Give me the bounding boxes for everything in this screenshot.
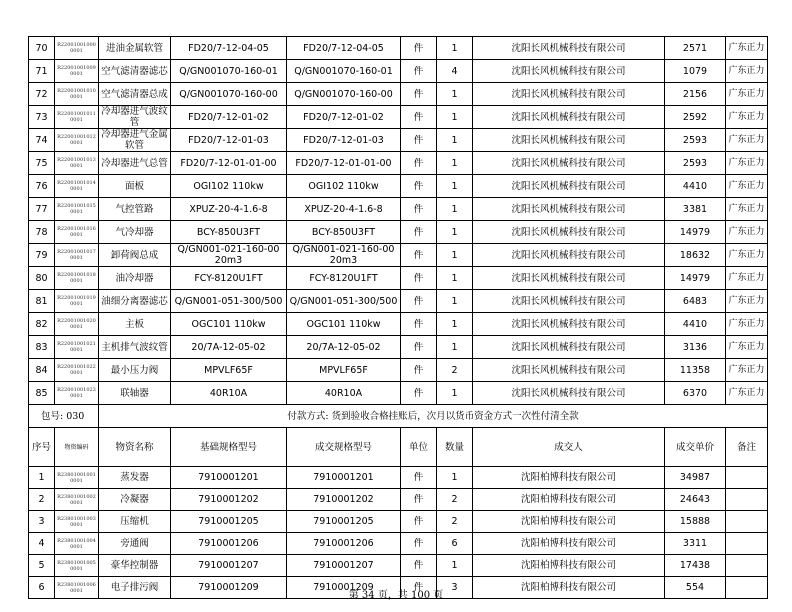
header-supplier: 成交人 xyxy=(473,428,665,467)
base-spec: 7910001206 xyxy=(171,533,287,555)
supplier: 沈阳长风机械科技有限公司 xyxy=(473,290,665,313)
deal-spec: 7910001202 xyxy=(287,489,401,511)
unit: 件 xyxy=(401,106,437,129)
quantity: 1 xyxy=(437,313,473,336)
material-code: R22001001009 0001 xyxy=(55,60,99,83)
deal-spec: 7910001205 xyxy=(287,511,401,533)
table-row[interactable] xyxy=(29,152,768,175)
payment-terms: 付款方式: 货到验收合格挂账后，次月以货币资金方式一次性付清全款 xyxy=(99,405,768,428)
table-row[interactable] xyxy=(29,221,768,244)
region-note: 广东正力 xyxy=(726,60,768,83)
header-unit: 单位 xyxy=(401,428,437,467)
supplier: 沈阳柏博科技有限公司 xyxy=(473,511,665,533)
material-code: R23801001003 0001 xyxy=(55,511,99,533)
table-row[interactable] xyxy=(29,467,768,489)
unit: 件 xyxy=(401,244,437,267)
region-note: 广东正力 xyxy=(726,221,768,244)
unit-price: 2593 xyxy=(665,152,726,175)
base-spec: MPVLF65F xyxy=(171,359,287,382)
quantity: 1 xyxy=(437,467,473,489)
row-number: 84 xyxy=(29,359,55,382)
note xyxy=(726,511,768,533)
region-note: 广东正力 xyxy=(726,382,768,405)
region-note: 广东正力 xyxy=(726,198,768,221)
material-name: 蒸发器 xyxy=(99,467,171,489)
unit-price: 2571 xyxy=(665,37,726,60)
quantity: 6 xyxy=(437,533,473,555)
material-name: 空气滤清器总成 xyxy=(99,83,171,106)
material-code: R22001001021 0001 xyxy=(55,336,99,359)
deal-spec: Q/GN001-051-300/500 xyxy=(287,290,401,313)
material-code: R22001001013 0001 xyxy=(55,152,99,175)
table-row[interactable] xyxy=(29,175,768,198)
material-name: 冷却器进气波纹管 xyxy=(99,106,171,129)
quantity: 1 xyxy=(437,336,473,359)
material-code: R22001001016 0001 xyxy=(55,221,99,244)
material-code: R22001001022 0001 xyxy=(55,359,99,382)
deal-spec: OGI102 110kw xyxy=(287,175,401,198)
unit-price: 6483 xyxy=(665,290,726,313)
unit: 件 xyxy=(401,290,437,313)
material-name: 进油金属软管 xyxy=(99,37,171,60)
material-code: R22001001010 0001 xyxy=(55,83,99,106)
unit-price: 24643 xyxy=(665,489,726,511)
table-row[interactable] xyxy=(29,129,768,152)
unit-price: 14979 xyxy=(665,267,726,290)
base-spec: Q/GN001-051-300/500 xyxy=(171,290,287,313)
base-spec: OGI102 110kw xyxy=(171,175,287,198)
deal-spec: 40R10A xyxy=(287,382,401,405)
deal-spec: MPVLF65F xyxy=(287,359,401,382)
row-number: 75 xyxy=(29,152,55,175)
material-code: R22001001000 0001 xyxy=(55,37,99,60)
unit: 件 xyxy=(401,313,437,336)
region-note: 广东正力 xyxy=(726,290,768,313)
quantity: 2 xyxy=(437,489,473,511)
material-name: 旁通阀 xyxy=(99,533,171,555)
row-number: 72 xyxy=(29,83,55,106)
base-spec: FD20/7-12-01-03 xyxy=(171,129,287,152)
header-quantity: 数量 xyxy=(437,428,473,467)
quantity: 4 xyxy=(437,60,473,83)
supplier: 沈阳柏博科技有限公司 xyxy=(473,577,665,599)
supplier: 沈阳长风机械科技有限公司 xyxy=(473,198,665,221)
material-code: R22001001023 0001 xyxy=(55,382,99,405)
unit-price: 2156 xyxy=(665,83,726,106)
quantity: 1 xyxy=(437,244,473,267)
row-number: 5 xyxy=(29,555,55,577)
base-spec: FD20/7-12-04-05 xyxy=(171,37,287,60)
base-spec: XPUZ-20-4-1.6-8 xyxy=(171,198,287,221)
quantity: 1 xyxy=(437,106,473,129)
material-code: R22001001015 0001 xyxy=(55,198,99,221)
table-row[interactable] xyxy=(29,198,768,221)
base-spec: 7910001209 xyxy=(171,577,287,599)
supplier: 沈阳长风机械科技有限公司 xyxy=(473,221,665,244)
deal-spec: XPUZ-20-4-1.6-8 xyxy=(287,198,401,221)
material-code: R23801001005 0001 xyxy=(55,555,99,577)
material-name: 主机排气波纹管 xyxy=(99,336,171,359)
unit-price: 554 xyxy=(665,577,726,599)
deal-spec: FCY-8120U1FT xyxy=(287,267,401,290)
quantity: 1 xyxy=(437,175,473,198)
supplier: 沈阳长风机械科技有限公司 xyxy=(473,37,665,60)
deal-spec: 7910001207 xyxy=(287,555,401,577)
material-name: 联轴器 xyxy=(99,382,171,405)
material-name: 油细分离器滤芯 xyxy=(99,290,171,313)
unit-price: 18632 xyxy=(665,244,726,267)
table-row[interactable] xyxy=(29,244,768,267)
supplier: 沈阳长风机械科技有限公司 xyxy=(473,336,665,359)
unit: 件 xyxy=(401,221,437,244)
quantity: 1 xyxy=(437,83,473,106)
base-spec: Q/GN001070-160-01 xyxy=(171,60,287,83)
material-name: 气控管路 xyxy=(99,198,171,221)
note xyxy=(726,555,768,577)
page-footer: 第 34 页，共 100 页 xyxy=(348,590,444,601)
region-note: 广东正力 xyxy=(726,106,768,129)
quantity: 3 xyxy=(437,577,473,599)
supplier: 沈阳长风机械科技有限公司 xyxy=(473,313,665,336)
material-name: 油冷却器 xyxy=(99,267,171,290)
table-row[interactable] xyxy=(29,511,768,533)
unit: 件 xyxy=(401,467,437,489)
row-number: 71 xyxy=(29,60,55,83)
unit-price: 2593 xyxy=(665,129,726,152)
deal-spec: FD20/7-12-04-05 xyxy=(287,37,401,60)
unit-price: 3136 xyxy=(665,336,726,359)
quantity: 1 xyxy=(437,555,473,577)
region-note: 广东正力 xyxy=(726,152,768,175)
package-section xyxy=(29,405,768,467)
supplier: 沈阳柏博科技有限公司 xyxy=(473,555,665,577)
table-row[interactable] xyxy=(29,267,768,290)
deal-spec: Q/GN001-021-160-00 20m3 xyxy=(287,244,401,267)
material-code: R23801001006 0001 xyxy=(55,577,99,599)
header-deal-spec: 成交规格型号 xyxy=(287,428,401,467)
header-price: 成交单价 xyxy=(665,428,726,467)
quantity: 1 xyxy=(437,290,473,313)
header-name: 物资名称 xyxy=(99,428,171,467)
base-spec: 7910001202 xyxy=(171,489,287,511)
unit: 件 xyxy=(401,511,437,533)
region-note: 广东正力 xyxy=(726,359,768,382)
quantity: 1 xyxy=(437,37,473,60)
unit-price: 17438 xyxy=(665,555,726,577)
region-note: 广东正力 xyxy=(726,336,768,359)
quantity: 1 xyxy=(437,382,473,405)
material-code: R22001001014 0001 xyxy=(55,175,99,198)
deal-spec: Q/GN001070-160-01 xyxy=(287,60,401,83)
deal-spec: Q/GN001070-160-00 xyxy=(287,83,401,106)
table-row[interactable] xyxy=(29,336,768,359)
row-number: 2 xyxy=(29,489,55,511)
material-code: R22001001011 0001 xyxy=(55,106,99,129)
material-code: R23801001004 0001 xyxy=(55,533,99,555)
unit: 件 xyxy=(401,60,437,83)
supplier: 沈阳柏博科技有限公司 xyxy=(473,467,665,489)
unit: 件 xyxy=(401,577,437,599)
row-number: 3 xyxy=(29,511,55,533)
column-header-row xyxy=(29,428,768,467)
material-name: 面板 xyxy=(99,175,171,198)
unit-price: 2592 xyxy=(665,106,726,129)
material-code: R22001001017 0001 xyxy=(55,244,99,267)
material-name: 卸荷阀总成 xyxy=(99,244,171,267)
material-name: 主板 xyxy=(99,313,171,336)
row-number: 6 xyxy=(29,577,55,599)
unit-price: 4410 xyxy=(665,175,726,198)
quantity: 1 xyxy=(437,152,473,175)
unit: 件 xyxy=(401,175,437,198)
material-name: 冷凝器 xyxy=(99,489,171,511)
row-number: 76 xyxy=(29,175,55,198)
unit-price: 1079 xyxy=(665,60,726,83)
deal-spec: FD20/7-12-01-02 xyxy=(287,106,401,129)
supplier: 沈阳长风机械科技有限公司 xyxy=(473,382,665,405)
row-number: 85 xyxy=(29,382,55,405)
unit: 件 xyxy=(401,555,437,577)
region-note: 广东正力 xyxy=(726,129,768,152)
row-number: 77 xyxy=(29,198,55,221)
unit: 件 xyxy=(401,198,437,221)
quantity: 1 xyxy=(437,129,473,152)
base-spec: 40R10A xyxy=(171,382,287,405)
base-spec: BCY-850U3FT xyxy=(171,221,287,244)
row-number: 78 xyxy=(29,221,55,244)
base-spec: FD20/7-12-01-01-00 xyxy=(171,152,287,175)
package-row xyxy=(29,405,768,428)
unit: 件 xyxy=(401,83,437,106)
quantity: 1 xyxy=(437,198,473,221)
unit: 件 xyxy=(401,382,437,405)
material-code: R22001001020 0001 xyxy=(55,313,99,336)
note xyxy=(726,533,768,555)
material-name: 冷却器进气金属软管 xyxy=(99,129,171,152)
base-spec: Q/GN001-021-160-00 20m3 xyxy=(171,244,287,267)
material-code: R22001001019 0001 xyxy=(55,290,99,313)
unit: 件 xyxy=(401,129,437,152)
bottom-section xyxy=(29,467,768,599)
table-row[interactable] xyxy=(29,83,768,106)
region-note: 广东正力 xyxy=(726,244,768,267)
unit: 件 xyxy=(401,37,437,60)
row-number: 79 xyxy=(29,244,55,267)
top-section xyxy=(29,37,768,405)
unit: 件 xyxy=(401,359,437,382)
deal-spec: FD20/7-12-01-01-00 xyxy=(287,152,401,175)
material-name: 气冷却器 xyxy=(99,221,171,244)
header-code: 物资编码 xyxy=(55,428,99,467)
base-spec: Q/GN001070-160-00 xyxy=(171,83,287,106)
header-number: 序号 xyxy=(29,428,55,467)
material-name: 电子排污阀 xyxy=(99,577,171,599)
unit-price: 4410 xyxy=(665,313,726,336)
base-spec: 7910001201 xyxy=(171,467,287,489)
unit-price: 15888 xyxy=(665,511,726,533)
unit: 件 xyxy=(401,489,437,511)
table-row[interactable] xyxy=(29,533,768,555)
unit: 件 xyxy=(401,267,437,290)
material-name: 空气滤清器滤芯 xyxy=(99,60,171,83)
quantity: 1 xyxy=(437,221,473,244)
material-code: R22001001012 0001 xyxy=(55,129,99,152)
deal-spec: 20/7A-12-05-02 xyxy=(287,336,401,359)
row-number: 83 xyxy=(29,336,55,359)
table-row[interactable] xyxy=(29,60,768,83)
region-note: 广东正力 xyxy=(726,83,768,106)
supplier: 沈阳柏博科技有限公司 xyxy=(473,489,665,511)
deal-spec: OGC101 110kw xyxy=(287,313,401,336)
material-name: 豪华控制器 xyxy=(99,555,171,577)
table-row[interactable] xyxy=(29,290,768,313)
row-number: 82 xyxy=(29,313,55,336)
table-row[interactable] xyxy=(29,313,768,336)
row-number: 70 xyxy=(29,37,55,60)
unit: 件 xyxy=(401,336,437,359)
table-row[interactable] xyxy=(29,489,768,511)
deal-spec: 7910001201 xyxy=(287,467,401,489)
material-code: R23801001002 0001 xyxy=(55,489,99,511)
row-number: 74 xyxy=(29,129,55,152)
region-note: 广东正力 xyxy=(726,313,768,336)
row-number: 73 xyxy=(29,106,55,129)
unit-price: 6370 xyxy=(665,382,726,405)
table-row[interactable] xyxy=(29,555,768,577)
deal-spec: 7910001209 xyxy=(287,577,401,599)
header-base-spec: 基础规格型号 xyxy=(171,428,287,467)
unit-price: 11358 xyxy=(665,359,726,382)
row-number: 80 xyxy=(29,267,55,290)
unit: 件 xyxy=(401,533,437,555)
note xyxy=(726,467,768,489)
header-note: 备注 xyxy=(726,428,768,467)
row-number: 1 xyxy=(29,467,55,489)
row-number: 4 xyxy=(29,533,55,555)
base-spec: FD20/7-12-01-02 xyxy=(171,106,287,129)
quantity: 2 xyxy=(437,511,473,533)
supplier: 沈阳长风机械科技有限公司 xyxy=(473,175,665,198)
package-number: 包号: 030 xyxy=(29,405,99,428)
unit-price: 3381 xyxy=(665,198,726,221)
row-number: 81 xyxy=(29,290,55,313)
region-note: 广东正力 xyxy=(726,175,768,198)
note xyxy=(726,489,768,511)
quantity: 2 xyxy=(437,359,473,382)
material-name: 最小压力阀 xyxy=(99,359,171,382)
base-spec: 7910001205 xyxy=(171,511,287,533)
supplier: 沈阳长风机械科技有限公司 xyxy=(473,359,665,382)
deal-spec: BCY-850U3FT xyxy=(287,221,401,244)
unit-price: 3311 xyxy=(665,533,726,555)
deal-spec: 7910001206 xyxy=(287,533,401,555)
material-code: R22001001018 0001 xyxy=(55,267,99,290)
unit-price: 14979 xyxy=(665,221,726,244)
supplier: 沈阳长风机械科技有限公司 xyxy=(473,106,665,129)
material-name: 压缩机 xyxy=(99,511,171,533)
base-spec: 7910001207 xyxy=(171,555,287,577)
supplier: 沈阳长风机械科技有限公司 xyxy=(473,152,665,175)
base-spec: FCY-8120U1FT xyxy=(171,267,287,290)
base-spec: 20/7A-12-05-02 xyxy=(171,336,287,359)
supplier: 沈阳长风机械科技有限公司 xyxy=(473,244,665,267)
table-row[interactable] xyxy=(29,37,768,60)
table-row[interactable] xyxy=(29,382,768,405)
unit-price: 34987 xyxy=(665,467,726,489)
supplier: 沈阳长风机械科技有限公司 xyxy=(473,267,665,290)
supplier: 沈阳柏博科技有限公司 xyxy=(473,533,665,555)
region-note: 广东正力 xyxy=(726,267,768,290)
base-spec: OGC101 110kw xyxy=(171,313,287,336)
supplier: 沈阳长风机械科技有限公司 xyxy=(473,83,665,106)
deal-spec: FD20/7-12-01-03 xyxy=(287,129,401,152)
material-code: R23801001001 0001 xyxy=(55,467,99,489)
unit: 件 xyxy=(401,152,437,175)
supplier: 沈阳长风机械科技有限公司 xyxy=(473,60,665,83)
table-row[interactable] xyxy=(29,106,768,129)
material-name: 冷却器进气总管 xyxy=(99,152,171,175)
region-note: 广东正力 xyxy=(726,37,768,60)
procurement-table xyxy=(28,36,768,599)
quantity: 1 xyxy=(437,267,473,290)
table-row[interactable] xyxy=(29,359,768,382)
supplier: 沈阳长风机械科技有限公司 xyxy=(473,129,665,152)
